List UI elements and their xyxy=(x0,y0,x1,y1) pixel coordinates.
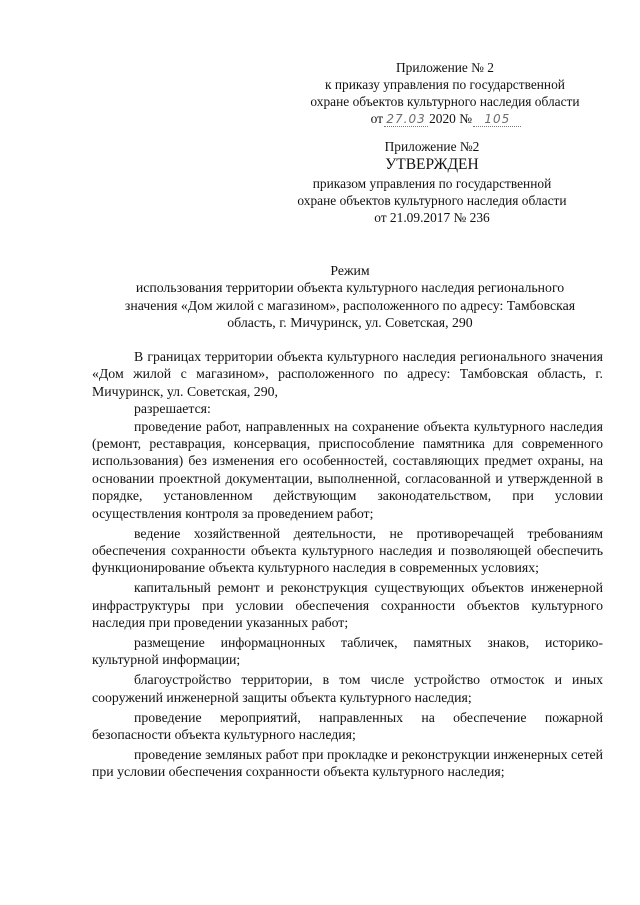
approved-label: УТВЕРЖДЕН xyxy=(385,156,479,173)
date-year: 2020 № xyxy=(429,111,472,126)
paragraph-permitted: разрешается: xyxy=(134,401,211,417)
document-body xyxy=(92,348,603,781)
approval-header xyxy=(262,138,602,226)
paragraph-item: проведение земляных работ при прокладке и реконструкции инженерных сетей при условии обеспечения сохранности объекта культурного наследия; xyxy=(92,746,603,780)
paragraph-item: проведение работ, направленных на сохранение объекта культурного наследия (ремонт, реставрация, консервация, приспособление памятника для современного использования) без изменения его особенностей, составляющих предмет охраны, на основании проектной документации, выполненной, согласованной и утвержденной в порядке, установленном действующим законодательством, при условии осуществления контроля за проведением работ; xyxy=(92,418,603,521)
document-title xyxy=(90,262,610,332)
paragraph-item: ведение хозяйственной деятельности, не противоречащей требованиям обеспечения сохранности объекта культурного наследия и позволяющей обеспечить функционирование объекта культурного наследия в современных условиях; xyxy=(92,525,603,576)
paragraph-intro: В границах территории объекта культурного наследия регионального значения «Дом жилой с магазином», расположенного по адресу: Тамбовская область, г. Мичуринск, ул. Советская, 290, xyxy=(92,349,603,399)
handwritten-date: 27.03 xyxy=(386,112,426,126)
title-line-4: область, г. Мичуринск, ул. Советская, 290 xyxy=(227,315,473,331)
date-prefix: от xyxy=(370,111,384,126)
handwritten-order-number: 105 xyxy=(475,111,519,128)
order-date-line xyxy=(290,110,600,128)
authority-name-line: охране объектов культурного наследия области xyxy=(310,94,580,109)
order-appendix-header xyxy=(290,59,600,128)
paragraph-item: проведение мероприятий, направленных на обеспечение пожарной безопасности объекта культурного наследия; xyxy=(92,709,603,743)
title-line-2: использования территории объекта культурного наследия регионального xyxy=(135,280,565,296)
approval-authority-line: охране объектов культурного наследия области xyxy=(297,193,567,208)
title-line-3: значения «Дом жилой с магазином», расположенного по адресу: Тамбовская xyxy=(124,297,576,313)
appendix-number: Приложение № 2 xyxy=(395,60,495,75)
paragraph-item: благоустройство территории, в том числе устройство отмосток и иных сооружений инженерной защиты объекта культурного наследия; xyxy=(92,672,603,705)
title-heading: Режим xyxy=(330,263,370,278)
order-reference-line: к приказу управления по государственной xyxy=(325,77,565,92)
paragraph-item: капитальный ремонт и реконструкция существующих объектов инженерной инфраструктуры при условии обеспечения сохранности объектов культурного наследия при проведении указанных работ; xyxy=(92,580,603,631)
appendix-number-2: Приложение №2 xyxy=(384,139,480,154)
paragraph-item: размещение информацнонных табличек, памятных знаков, историко-культурной информации; xyxy=(92,635,603,668)
approval-order-line: приказом управления по государственной xyxy=(312,176,552,191)
approval-date-line: от 21.09.2017 № 236 xyxy=(374,210,490,225)
